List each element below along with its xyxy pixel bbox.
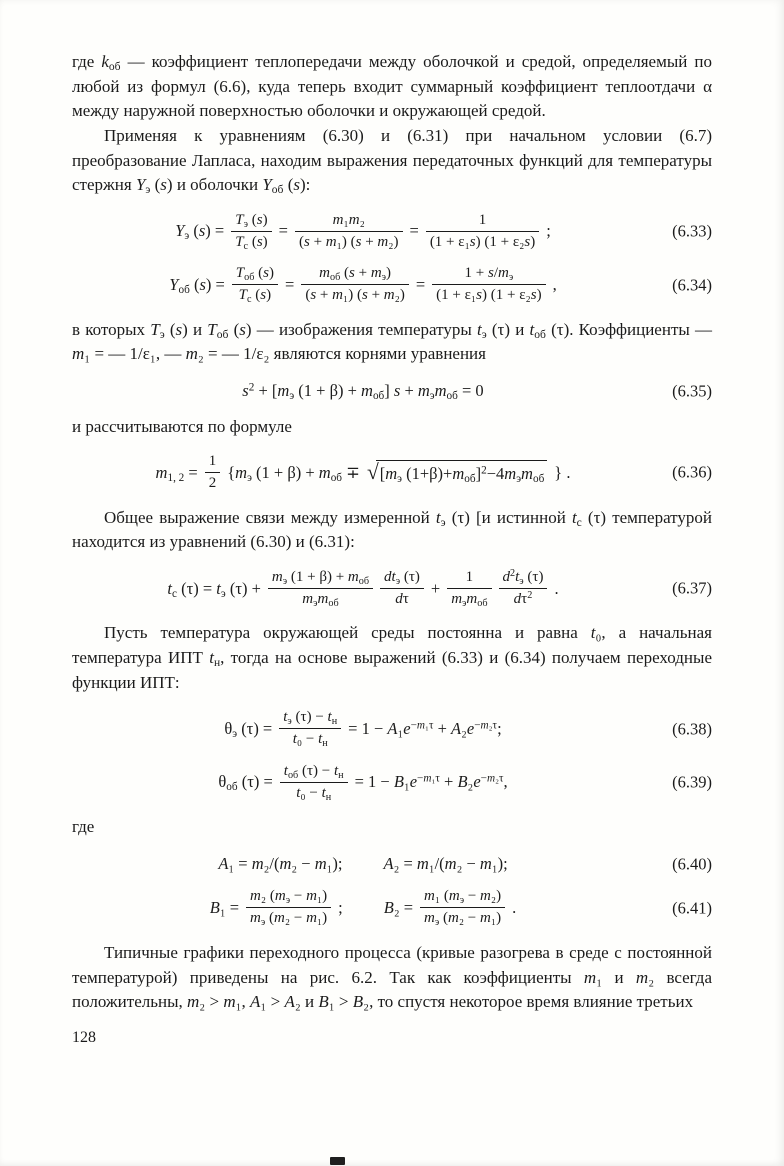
- fraction-numerator: 1: [426, 211, 539, 232]
- paragraph-formula-intro: и рассчитываются по формуле: [72, 416, 292, 436]
- equation-body: [175, 211, 551, 252]
- fraction-denominator: (1 + ε₁s) (1 + ε₂s): [429, 233, 536, 250]
- radical-sign: √: [366, 459, 379, 484]
- eq-lhs: $m_{1, 2}$ =: [155, 462, 198, 484]
- radicand: [$m_э$ $(1+\beta)+m_{об}]^2-4m_эm_{об}$: [376, 460, 548, 484]
- equation-6-38: [72, 708, 712, 749]
- equation-body: [242, 380, 483, 401]
- fraction-denominator: $m_э$ (m₂ − m₁): [250, 910, 328, 929]
- equation-6-36: [72, 452, 712, 493]
- eq-lhs: B₂ =: [383, 898, 414, 918]
- fraction-numerator: m₂ $(m_э - m_1)$: [246, 887, 331, 908]
- fraction-numerator: $t_э$ $(\tau) - t_н$: [279, 708, 341, 729]
- equation-number: (6.40): [672, 854, 712, 874]
- equation-body: [218, 762, 507, 803]
- paragraph-typical-curves: Типичные графики переходного процесса (кривые разогрева в среде с постоянной температурой) приведены на рис. 6.2. Так как коэффициенты m₁ и m₂ всегда положительны, m₂ > m₁, A₁ > A₂ и B₁ > B₂, то спустя некоторое время влияние третьих: [72, 942, 712, 1012]
- equation-body: [218, 853, 507, 874]
- paragraph-roots: в которых $T_э$ (s) и $T_{об}$ (s) — изображения температуры $t_э$ (τ) и $t_{об}$ (τ). Коэффициенты — m₁ = — 1/ε₁, — m₂ = — 1/ε₂ являются корнями уравнения: [72, 319, 712, 364]
- fraction-denominator: (s + m₁) (s + m₂): [305, 287, 405, 304]
- equation-body: [167, 568, 558, 609]
- fraction-denominator: (1 + ε₁s) (1 + ε₂s): [436, 287, 542, 304]
- paragraph-kob: где $k_{об}$ — коэффициент теплопередачи между оболочкой и средой, определяемый по любой из формул (6.6), куда теперь входит суммарный коэффициент теплоотдачи α между наружной поверхностью оболочки и окружающей средой.: [72, 52, 712, 121]
- paragraph-common-expression: Общее выражение связи между измеренной $t_э$ (τ) [и истинной $t_с$ (τ) температурой находится из уравнений (6.30) и (6.31):: [72, 507, 712, 552]
- equation-6-41: [72, 887, 712, 928]
- eq-operator: =: [415, 274, 426, 294]
- fraction: [432, 264, 545, 305]
- eq-term: {$m_э$ $(1 + \beta) + m_{об}$ ∓: [227, 462, 360, 484]
- scan-artifact: [330, 1157, 345, 1165]
- equation-6-39: [72, 762, 712, 803]
- equation-number: (6.33): [672, 221, 712, 241]
- equation-body: [224, 708, 501, 749]
- fraction: [380, 568, 424, 609]
- eq-lhs: $t_с$ $(\tau) = t_э$ (τ) +: [167, 578, 261, 600]
- fraction-numerator: $dt_э$ (τ): [380, 568, 424, 589]
- equation-body: [156, 452, 571, 493]
- fraction: [246, 887, 331, 928]
- equation-6-33: [72, 211, 712, 252]
- eq-inline: $s^2 + [m_э$ $(1 + \beta) + m_{об}$] $s + m_эm_{об} = 0$: [242, 381, 484, 403]
- square-root: [367, 460, 547, 484]
- eq-rhs: = $1 - B_1e^{-m_1\tau} + B_2e^{-m_2\tau}$,: [354, 772, 508, 792]
- eq-tail: .: [554, 578, 559, 598]
- equation-6-35: [72, 380, 712, 401]
- fraction-denominator: $t_0 - t_н$: [296, 784, 332, 803]
- fraction-numerator: m₁ $(m_э - m_2)$: [420, 887, 505, 908]
- eq-lhs: $Y_{об}$ (s) =: [169, 274, 225, 297]
- paragraph-transition-functions: Пусть температура окружающей среды постоянна и равна t₀, а начальная температура ИПТ $t_н$, тогда на основе выражений (6.33) и (6.34) получаем переходные функции ИПТ:: [72, 623, 713, 692]
- fraction-numerator: $T_{об}$ (s): [232, 264, 278, 285]
- eq-lhs: B₁ =: [209, 898, 240, 918]
- fraction: [426, 211, 539, 252]
- equation-number: (6.35): [672, 381, 712, 401]
- eq-tail: .: [512, 898, 517, 918]
- eq-operator: =: [285, 274, 295, 294]
- fraction-denominator: $d\tau^2$: [513, 589, 533, 607]
- eq-separator: ;: [338, 898, 343, 918]
- fraction: [231, 211, 271, 252]
- fraction-numerator: m₁m₂: [295, 211, 403, 232]
- fraction-denominator: $T_с$ (s): [238, 287, 272, 305]
- fraction: [499, 568, 548, 609]
- fraction-numerator: 1: [447, 568, 491, 589]
- fraction-numerator: $m_{об}$ $(s + m_э)$: [301, 264, 409, 285]
- eq-operator: +: [430, 578, 441, 598]
- paragraph-where: где: [72, 817, 95, 837]
- fraction-numerator: $m_э$ $(1 + \beta) + m_{об}$: [268, 568, 373, 589]
- eq-lhs: $\theta_{об}$ (τ) =: [218, 772, 273, 794]
- fraction: [447, 568, 491, 609]
- fraction: [232, 264, 278, 305]
- eq-tail: ;: [546, 221, 551, 241]
- fraction: [279, 708, 341, 749]
- fraction: [295, 211, 403, 252]
- equation-number: (6.38): [672, 718, 712, 738]
- fraction: [205, 452, 221, 493]
- equation-number: (6.39): [672, 772, 712, 792]
- eq-operator: =: [409, 221, 419, 241]
- fraction-denominator: $T_с$ (s): [235, 233, 268, 252]
- fraction: [280, 762, 348, 803]
- equation-number: (6.36): [672, 462, 712, 482]
- eq-tail: } .: [554, 462, 571, 482]
- equation-body: [169, 264, 556, 305]
- eq-lhs: $\theta_э$ (τ) =: [224, 718, 273, 741]
- equation-body: [210, 887, 516, 928]
- fraction: [301, 264, 409, 305]
- equation-number: (6.37): [672, 578, 712, 598]
- fraction-numerator: $t_{об}$ $(\tau) - t_н$: [280, 762, 348, 783]
- eq-term: A₁ = m₂/(m₂ − m₁);: [218, 854, 343, 874]
- equation-6-37: [72, 568, 712, 609]
- fraction-denominator: $m_эm_{об}$: [451, 590, 488, 609]
- eq-rhs: = $1 - A_1e^{-m_1\tau} + A_2e^{-m_2\tau}$;: [348, 718, 502, 738]
- fraction-numerator: $d^2t_э$ (τ): [499, 568, 548, 589]
- eq-tail: ,: [552, 274, 557, 294]
- eq-operator: =: [278, 221, 288, 241]
- fraction-denominator: (s + m₁) (s + m₂): [298, 233, 399, 250]
- equation-number: (6.41): [672, 898, 712, 918]
- equation-number: (6.34): [672, 274, 712, 294]
- fraction-denominator: $m_э$ (m₂ − m₁): [424, 910, 502, 929]
- eq-lhs: $Y_э$ (s) =: [175, 221, 225, 243]
- fraction-numerator: 1: [205, 452, 221, 473]
- fraction-numerator: $1 + s/m_э$: [432, 264, 545, 285]
- equation-6-34: [72, 264, 712, 305]
- fraction-denominator: dτ: [395, 590, 409, 607]
- fraction-denominator: 2: [208, 474, 217, 491]
- equation-6-40: [72, 853, 712, 874]
- paragraph-laplace: Применяя к уравнениям (6.30) и (6.31) при начальном условии (6.7) преобразование Лапласа, находим выражения передаточных функций для температуры стержня $Y_э$ (s) и оболочки $Y_{об}$ (s):: [72, 125, 712, 197]
- fraction-numerator: $T_э$ (s): [231, 211, 271, 232]
- eq-term: A₂ = m₁/(m₂ − m₁);: [383, 854, 508, 874]
- page-number: 128: [72, 1028, 96, 1046]
- fraction: [268, 568, 373, 609]
- fraction: [420, 887, 505, 928]
- fraction-denominator: $t_0 - t_н$: [292, 731, 328, 749]
- fraction-denominator: $m_эm_{об}$: [302, 590, 339, 609]
